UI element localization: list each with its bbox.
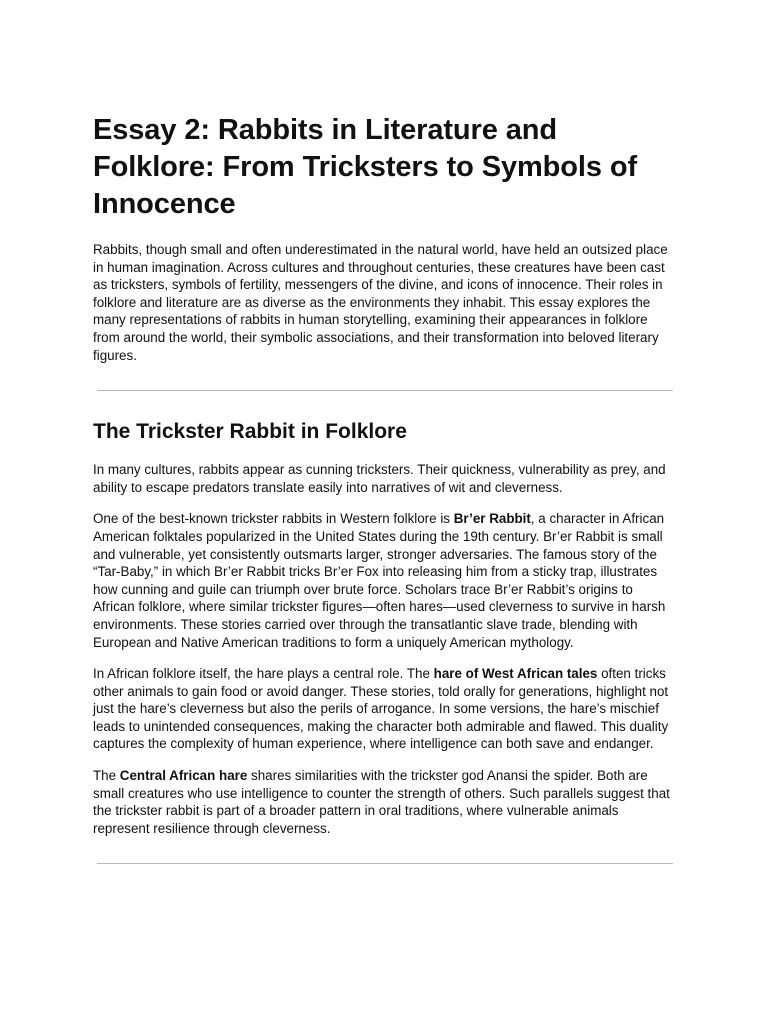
- essay-title: Essay 2: Rabbits in Literature and Folklore: From Tricksters to Symbols of Innocence: [93, 114, 637, 220]
- section-heading-trickster: The Trickster Rabbit in Folklore: [93, 420, 407, 444]
- intro-paragraph: Rabbits, though small and often underestimated in the natural world, have held an outsized place in human imagination. Across cultures and throughout centuries, these creatures have been cast as tricksters, symbols of fertility, messengers of the divine, and icons of innocence. Their roles in folklore and literature are as diverse as the environments they inhabit. This essay explores the many representations of rabbits in human storytelling, examining their appearances in folklore from around the world, their symbolic associations, and their transformation into beloved literary figures.: [93, 242, 668, 363]
- trickster-paragraph-3: [93, 665, 677, 753]
- text-run: The: [93, 768, 120, 784]
- text-run: One of the best-known trickster rabbits in Western folklore is: [93, 511, 454, 527]
- trickster-paragraph-1: In many cultures, rabbits appear as cunning tricksters. Their quickness, vulnerability as prey, and ability to escape predators translate easily into narratives of wit and cleverness.: [93, 462, 666, 495]
- text-run: , a character in African American folktales popularized in the United States during the 19th century. Br’er Rabbit is small and vulnerable, yet consistently outsmarts larger, stronger adversaries. The famous story of the “Tar-Baby,” in which Br’er Rabbit tricks Br’er Fox into releasing him from a sticky trap, illustrates how cunning and guile can triumph over brute force. Scholars trace Br’er Rabbit’s origins to African folklore, where similar trickster figures—often hares—used cleverness to survive in harsh environments. These stories carried over through the transatlantic slave trade, blending with European and Native American traditions to form a uniquely American mythology.: [93, 511, 666, 650]
- bold-term-brer-rabbit: Br’er Rabbit: [453, 511, 531, 527]
- bold-term-west-african-hare: hare of West African tales: [433, 666, 598, 682]
- document-page: [93, 112, 677, 864]
- text-run: often tricks other animals to gain food or avoid danger. These stories, told orally for generations, highlight not just the hare’s cleverness but also the perils of arrogance. In some versions, the hare’s mischief leads to unintended consequences, making the character both admirable and flawed. This duality captures the complexity of human experience, where intelligence can both save and endanger.: [93, 666, 669, 752]
- trickster-paragraph-4: [93, 767, 677, 837]
- trickster-paragraph-2: [93, 510, 677, 651]
- section-divider: [97, 390, 673, 391]
- bold-term-central-african-hare: Central African hare: [119, 768, 248, 784]
- section-divider: [97, 863, 673, 864]
- text-run: shares similarities with the trickster god Anansi the spider. Both are small creatures who use intelligence to counter the strength of others. Such parallels suggest that the trickster rabbit is part of a broader pattern in oral traditions, where vulnerable animals represent resilience through cleverness.: [93, 768, 670, 836]
- text-run: In African folklore itself, the hare plays a central role. The: [93, 666, 434, 682]
